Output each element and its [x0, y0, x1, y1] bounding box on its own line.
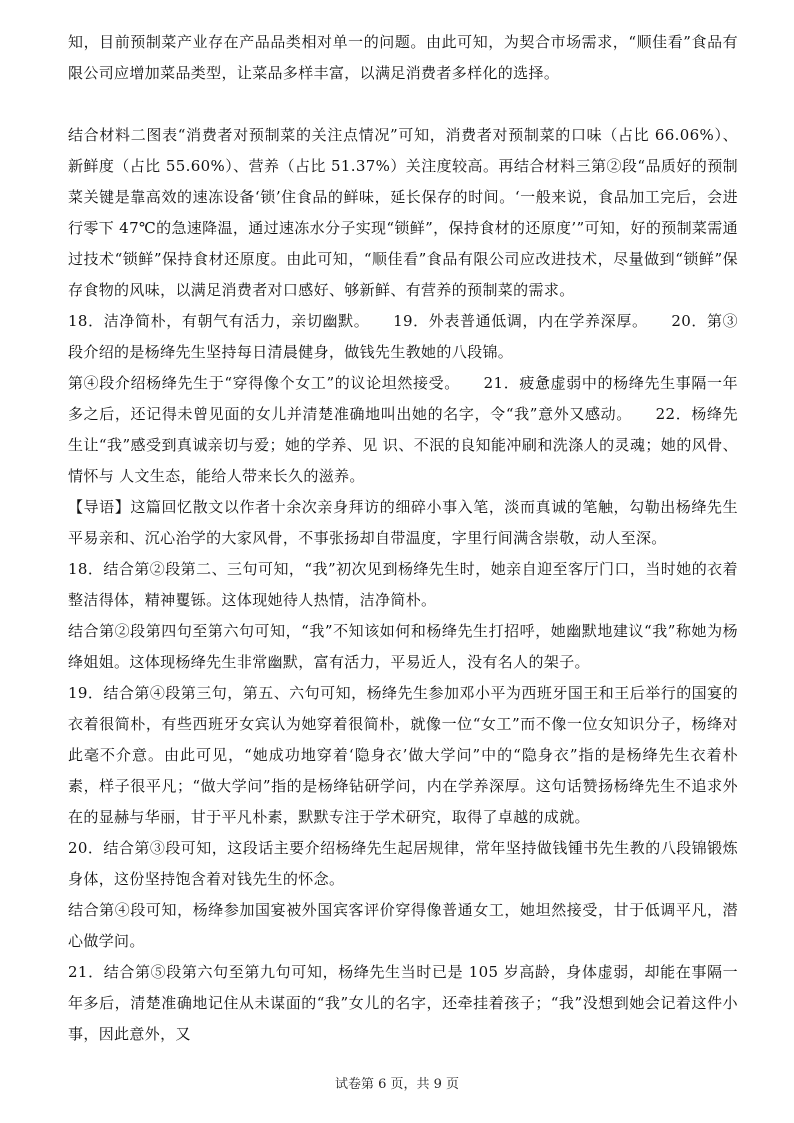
paragraph-intro-guide: 【导语】这篇回忆散文以作者十余次亲身拜访的细碎小事入笔，淡而真诚的笔触，勾勒出杨绛先生平易亲和、沉心治学的大家风骨，不事张扬却自带温度，字里行间满含崇敬，动人至深。: [68, 498, 738, 547]
paragraph-explain-18b: 结合第②段第四句至第六句可知，“我”不知该如何和杨绛先生打招呼，她幽默地建议“我”称她为杨绛姐姐。这体现杨绛先生非常幽默，富有活力，平易近人，没有名人的架子。: [68, 622, 738, 671]
paragraph-explain-20b: 结合第④段可知，杨绛参加国宴被外国宾客评价穿得像普通女工，她坦然接受，甘于低调平凡，潜心做学问。: [68, 901, 738, 950]
page-footer: 试卷第 6 页，共 9 页: [334, 1077, 460, 1092]
paragraph-explain-20a: 20．结合第③段可知，这段话主要介绍杨绛先生起居规律，常年坚持做钱锺书先生教的八段锦锻炼身体，这份坚持饱含着对钱先生的怀念。: [68, 839, 738, 888]
paragraph-answers-20-22: 第④段介绍杨绛先生于“穿得像个女工”的议论坦然接受。 21．疲惫虚弱中的杨绛先生事隔一年多之后，还记得未曾见面的女儿并清楚准确地叫出她的名字，令“我”意外又感动。 22．杨绛先生让“我”感受到真诚亲切与爱；她的学养、见 识、不泯的良知能冲刷和洗涤人的灵魂；她的风骨、情怀与 人文生态，能给人带来长久的滋养。: [68, 374, 738, 485]
paragraph-recommendation: 知，目前预制菜产业存在产品品类相对单一的问题。由此可知，为契合市场需求，“顺佳看”食品有限公司应增加菜品类型，让菜品多样丰富，以满足消费者多样化的选择。: [68, 33, 738, 82]
paragraph-explain-18a: 18．结合第②段第二、三句可知，“我”初次见到杨绛先生时，她亲自迎至客厅门口，当时她的衣着整洁得体，精神矍铄。这体现她待人热情，洁净简朴。: [68, 560, 738, 609]
paragraph-answers-18-20: 18．洁净简朴，有朝气有活力，亲切幽默。 19．外表普通低调，内在学养深厚。 20．第③段介绍的是杨绛先生坚持每日清晨健身，做钱先生教她的八段锦。: [68, 312, 738, 361]
paragraph-survey-analysis: 结合材料二图表“消费者对预制菜的关注点情况”可知，消费者对预制菜的口味（占比 66.06%）、新鲜度（占比 55.60%）、营养（占比 51.37%）关注度较高。再结合材料三第②段“品质好的预制菜关键是靠高效的速冻设备‘锁’住食品的鲜味，延长保存的时间。‘一般来说，食品加工完后，会进行零下 47℃的急速降温，通过速冻水分子实现“锁鲜”，保持食材的还原度’”可知，好的预制菜需通过技术“锁鲜”保持食材还原度。由此可知，“顺佳看”食品有限公司应改进技术，尽量做到“锁鲜”保存食物的风味，以满足消费者对口感好、够新鲜、有营养的预制菜的需求。: [68, 126, 738, 299]
paragraph-explain-19: 19．结合第④段第三句，第五、六句可知，杨绛先生参加邓小平为西班牙国王和王后举行的国宴的衣着很简朴，有些西班牙女宾认为她穿着很简朴，就像一位“女工”而不像一位女知识分子，杨绛对此毫不介意。由此可见，“她成功地穿着‘隐身衣’做大学问”中的“隐身衣”指的是杨绛先生衣着朴素，样子很平凡；“做大学问”指的是杨绛钻研学问，内在学养深厚。这句话赞扬杨绛先生不追求外在的显赫与华丽，甘于平凡朴素，默默专注于学术研究，取得了卓越的成就。: [68, 684, 738, 826]
paragraph-explain-21: 21．结合第⑤段第六句至第九句可知，杨绛先生当时已是 105 岁高龄，身体虚弱，却能在事隔一年多后，清楚准确地记住从未谋面的“我”女儿的名字，还牵挂着孩子；“我”没想到她会记着这件小事，因此意外，又: [68, 963, 738, 1043]
